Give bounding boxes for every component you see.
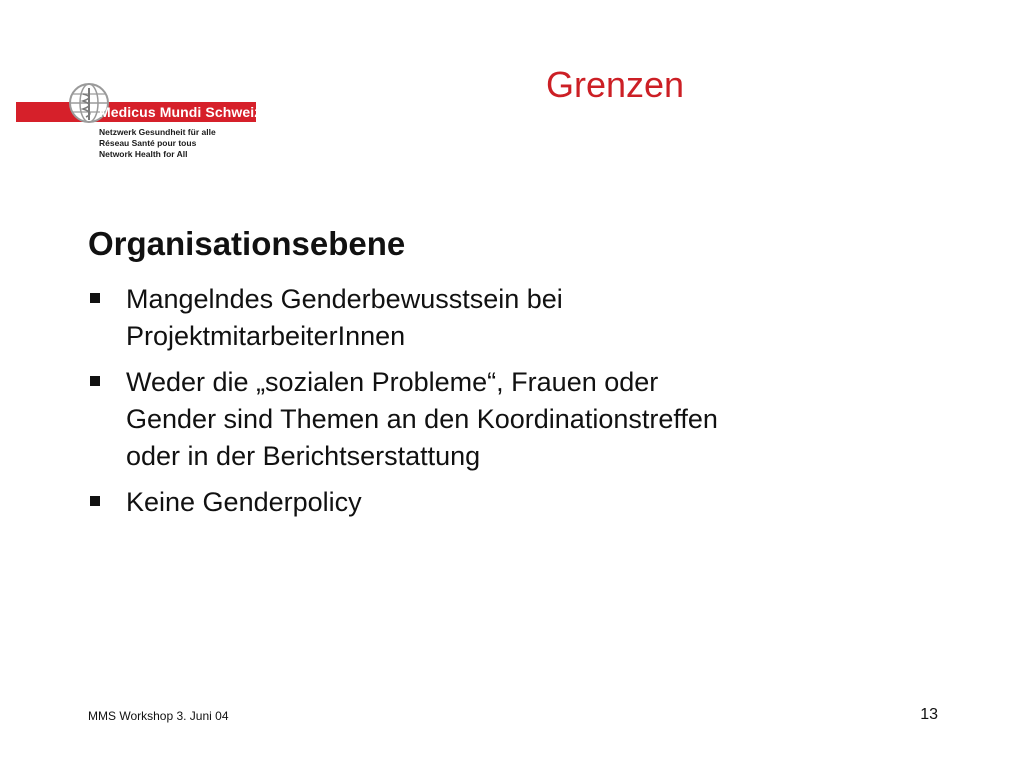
logo-tagline-de: Netzwerk Gesundheit für alle bbox=[99, 127, 216, 137]
slide-title: Grenzen bbox=[545, 64, 685, 105]
logo-tagline bbox=[99, 127, 216, 160]
square-bullet-icon bbox=[90, 496, 100, 506]
bullet-item bbox=[88, 484, 948, 521]
bullet-line: Keine Genderpolicy bbox=[126, 487, 362, 517]
bullet-text bbox=[126, 364, 948, 475]
bullet-text bbox=[126, 281, 948, 355]
bullet-line: ProjektmitarbeiterInnen bbox=[126, 321, 406, 351]
bullet-line: oder in der Berichtserstattung bbox=[126, 441, 481, 471]
logo-brand-name: Medicus Mundi Schweiz bbox=[99, 104, 262, 120]
bullet-item bbox=[88, 364, 948, 475]
section-heading: Organisationsebene bbox=[88, 225, 406, 262]
bullet-list bbox=[88, 281, 948, 530]
bullet-line: Mangelndes Genderbewusstsein bei bbox=[126, 284, 563, 314]
organization-logo bbox=[16, 80, 266, 165]
logo-tagline-fr: Réseau Santé pour tous bbox=[99, 138, 197, 148]
footer-event-label: MMS Workshop 3. Juni 04 bbox=[88, 709, 229, 723]
page-number: 13 bbox=[920, 706, 938, 723]
square-bullet-icon bbox=[90, 376, 100, 386]
logo-tagline-en: Network Health for All bbox=[99, 149, 188, 159]
square-bullet-icon bbox=[90, 293, 100, 303]
bullet-item bbox=[88, 281, 948, 355]
bullet-line: Weder die „sozialen Probleme“, Frauen oder bbox=[126, 367, 659, 397]
bullet-text bbox=[126, 484, 948, 521]
bullet-line: Gender sind Themen an den Koordinationstreffen bbox=[126, 404, 718, 434]
